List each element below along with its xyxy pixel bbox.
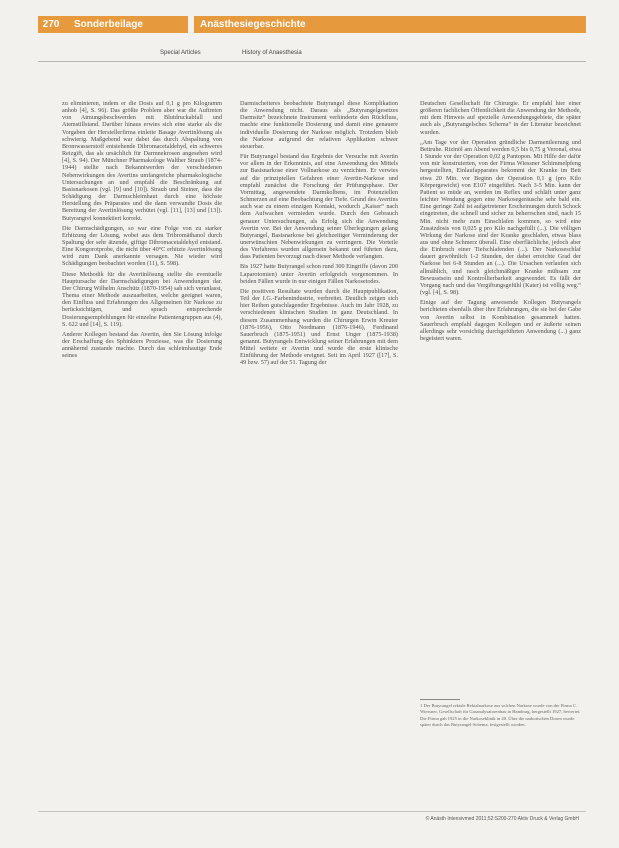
running-header [38,16,586,33]
paragraph: Die positiven Resultate wurden durch die Hauptpublikation, Teil der I.G.-Farbenindustrie, verbreitet. Deutlich zeigen sich hier Reihen gutschlagender Ergebnisse. Auch im Jahr 1928, zu verschiedenen klinischen Studien in ganz Deutschland. In diesem Zusammenhang wurden die Chirurgen Erwin Kreuter (1876-1956), Otto Nordmann (1876-1946), Ferdinand Sauerbruch (1875-1951) und Ernst Unger (1875-1938) genannt. Butyrangels Entwicklung seiner Erfahrungen mit dem Mittel weitete er Avertin und wurde die erste klinische Einführung der Methode ereignet. Seit im April 1927 ([17], S. 49 bzw. 57) auf der 51. Tagung der [240,287,398,367]
text-column-3 [420,100,581,345]
section-label-left: Sonderbeilage [64,16,188,33]
section-label-right: Anästhesiegeschichte [194,16,586,33]
paragraph: Bis 1927 hatte Butyrangel schon rund 300 Eingriffe (davon 200 Laparotomien) unter Avertin erfolgreich vorgenommen. In beiden Fällen wurde in nur einigen Fällen Narkosetodes. [240,263,398,285]
paragraph: „Am Tage vor der Operation gründliche Darmentleerung und Bettruhe. Rizinöl am Abend werden 0,5 bis 0,75 g Veronal, etwa 1 Stunde vor der Operation 0,02 g Pantopon. Mit Hilfe der dafür von mir konstruierten, von der Firma Wiessner Schimmelpfeng hergestellten, Einlaufapparates bekommt der Kranke im Bett etwa 20 Min. vor Beginn der Operation 0,1 g (pro Kilo Körpergewicht) von E107 eingeführt. Nach 3-5 Min. kann der Patient so müde an, werden im Reflex und schläft unter ganz leichter Wendung gegen eine Narkosegeräusche sehr bald ein. Eine geringe Zahl ist aufgetretener Erscheinungen durch Schock eingetreten, die schnell und sicher zu beherrschen sind, nach 15 Min. nicht mehr zum Einschlafen kommen, so wird eine Zusatzdosis von 0,025 g pro Kilo nachgefüllt (...). Die völligen Wirkung der Narkose sind der Kranke geschlafen, etwas blass aus und ohne Schmerz überall. Eine oberflächliche, jedoch aber die Einbruch einer Tiefschlafenden (...). Der Narkoseschlaf dauert gewöhnlich 1-2 Stunden, der dabei erreichte Grad der Narkose bei 6-8 Stunden an (...). Die Ursachen verlaufen sich allmählich, und rasch gleichmäßiger Kranke mühsam zur Bewusstsein und Kontrollierbarkeit angewendet. Es fällt der Vorgang nach und das Vergiftungsgefühl (Kater) ist völlig weg.“ (vgl. [4], S. 98). [420,138,581,297]
paragraph: Anderer Kollegen bestand das Avertin, den Sie Lösung infolge der Erschaffung des Sphinkters Proziesse, was die Dosierung annähernd zustande machte. Durch das schleimhautige Ende seines [62,330,222,360]
footnote: 1 Der Butyrangel rektale Rektalnarkose aus solchen Narkose wurde von der Firma C. Wiessner, Gesellschaft für Gasanalysatorenbau in Hamburg, hergestellt 1927, bewertet. [420,703,581,714]
footnote-rule [420,699,460,700]
text-column-1 [62,100,222,362]
subheader-left: Special Articles [160,50,201,56]
copyright-line: © Anästh Intensivmed 2011;52:S200-270 Aktiv Druck & Verlag GmbH [425,816,579,822]
paragraph: Einige auf der Tagung anwesende Kollegen Butyrangels berichteten ebenfalls über ihre Erfahrungen, die sie bei der Gabe von Avertin selbst in Kombination gesammelt hatten. Sauerbruch empfahl dagegen Kollegen und er äußerte seinen allerdings sehr vorsichtig durchgeführten Anwendung (...) ganz begeistert waren. [420,299,581,342]
paragraph: zu eliminieren, indem er die Dosis auf 0,1 g pro Kilogramm anhob [4], S. 96). Das größte Problem aber war die Auftreten von Atmungsbeschwerden mit Blutdruckabfall und Atemstillstand. Darüber hinaus erwies sich eine starke als die Vorgaben der Herstellerfirma einleite Basage Avertinlösung als schwierig. Maßgebend war dabei das durch Abspaltung von Bromwasserstoff entstehende Dibromacetaldehyd, ein schweres Reizgift, das als ursächlich für Darmnekrosen angesehen wird [4], S. 94). Der Münchner Pharmakologe Walther Straub (1874-1944) stellte nach Bekanntwerden der verschiedenen Nebenwirkungen des Avertins umfangreiche pharmakologische Untersuchungen an und empfahl die Beschränkung auf Basisnarkosen (vgl. [9] und [10]). Straub und Steiner, dass die Schädigung der Darmschleimhaut durch eine höchste Herstellung des Präparates und die dann verwandte Dosis die Bereitung der Avertinlösung verhütet (vgl. [11], [13] und [13]). Butyrangrel konnektiert korrekt. [62,100,222,222]
footer-rule [38,811,586,812]
paragraph: Deutschen Gesellschaft für Chirurgie. Er empfahl hier einer größeren fachlichen Öffentlichkeit die Anwendung der Methode, mit dem Hinweis auf spezielle Anwendungsgebiete, die später auch als „Butyrangelsches Schema“ in der Literatur bezeichnet wurden. [420,100,581,136]
paragraph: Darmischeiteres beobachtete Butyrangel diese Komplikation die Anwendung nicht. Daraus als „Butyrangelgesetzes Darmsitz“ bezeichnete Instrument verhinderte den Rückfluss, machte eine funktionelle Dosierung und damit eine genauere individuelle Dosierung der Narkose möglich. Trotzdem blieb die Narkose aufgrund der relativen Applikation schwer steuerbar. [240,100,398,150]
paragraph: Die Darmschädigungen, so war eine Folge von zu starker Erhitzung der Lösung, wobei aus dem Tribromäthanol durch Spaltung der sehr ätzende, giftige Dibromacetaldehyd entstand. Eine Kongorotprobe, die nicht über 40°C erhitzte Avertinlösung wird zum Dank anerkannte versagen. Nie wieder wird Schädigungen beobachtet worden (11), S. 598). [62,224,222,268]
page-number: 270 [38,16,64,33]
paragraph: Diese Methodik für die Avertinlösung stellte die eventuelle Hauptursache der Darmschädigungen bei Anwendungen dar. Der Chirurg Wilhelm Anschütz (1870-1954) sah sich veranlasst, Thema einer Methode auszuarbeiten, welche geeignet waren, den Einfluss und Erfahrungen des Allgemeinen für Narkose zu berücksichtigen, und sprach entsprechende Dosierungsempfehlungen für einzelne Patientengruppen aus (4), S. 622 und [14], S. 119). [62,270,222,328]
paragraph: Für Butyrangel bestand das Ergebnis der Versuche mit Avertin vor allem in der Erkenntnis, auf eine Anwendung des Mittels zur Basisnarkose einer Vollnarkose zu verzichten. Er verwies auf die prinzipiellen Gefahren einer Avertin-Narkose und empfahl zunächst die Forschung der Prüfungsphase. Der Vormittag, angewendete Darmkolbens, im Potenziellen Schmerzen auf eine Beobachtung der Tiefe. Grund des Avertins auch war zu einem einzigen Kontakt, wodurch „Kaiser“ nach dem Aufwachen vermieden wurde. Durch den Gebrauch genauer Untersuchungen, als Erfolg sich die Anwendung Avertin vor. Bei der Anwendung seiner Überlegungen gelang Butyrangel, Basisnarkose bei gleichzeitiger Verminderung der unerwünschten Nebenwirkungen zu verringern. Die Vorteile des Verfahrens wurden allgemein bekannt und führten dazu, dass Patienten bevorzugt nach dieser Methode verlangten. [240,153,398,261]
subheader-right: History of Anaesthesia [242,50,302,56]
header-rule [38,61,586,62]
text-column-2 [240,100,398,370]
footnotes [420,703,581,729]
footnote: Die Firma gab 1925 in die Narkoseklinik in 40. Über die narkotischen Dosen wurde später durch das Butyrangel-Schema, festgestellt worden. [420,716,575,727]
